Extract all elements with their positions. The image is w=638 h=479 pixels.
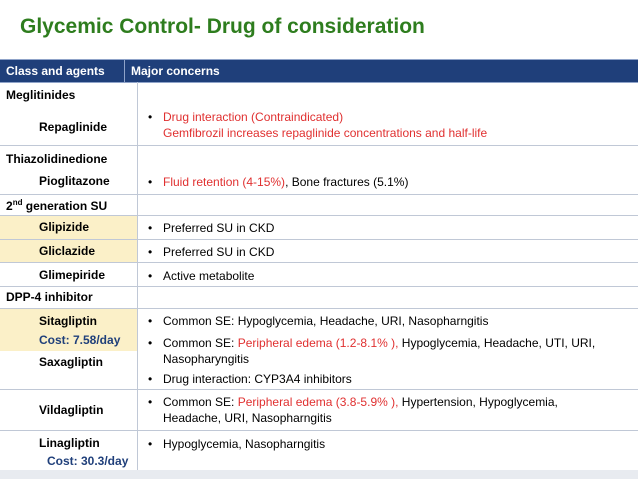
agent-glimepiride: Glimepiride [39,268,106,282]
agent-glipizide: Glipizide [39,220,90,234]
header-major-concerns: Major concerns [131,64,220,78]
bullet: • [148,110,153,124]
row-glipizide: Glipizide • Preferred SU in CKD [0,216,638,240]
row-linagliptin: Linagliptin Cost: 30.3/day • Hypoglycemia, Nasopharngitis [39,436,326,468]
row-gliclazide: Gliclazide • Preferred SU in CKD [0,240,638,263]
page-title: Glycemic Control- Drug of consideration [20,15,425,38]
cost-sitagliptin: Cost: 7.58/day [39,333,121,347]
header-divider [124,60,125,82]
group-meglitinides: Meglitinides [6,88,76,102]
group-thiazolidinedione: Thiazolidinedione [6,152,108,166]
group-2nd-generation-su: 2nd generation SU [6,198,108,213]
agent-vildagliptin: Vildagliptin [39,403,104,417]
cost-linagliptin: Cost: 30.3/day [47,454,129,468]
agent-repaglinide: Repaglinide [39,120,108,134]
agent-saxagliptin: Saxagliptin [39,355,104,369]
agent-pioglitazone: Pioglitazone [39,174,110,188]
row-sitagliptin-saxagliptin [0,367,638,390]
row-thiazolidinedione: Thiazolidinedione Pioglitazone • Fluid retention (4-15%), Bone fractures (5.1%) [0,146,638,195]
row-glimepiride: Glimepiride • Active metabolite [0,263,638,287]
footer-bar [0,470,638,479]
row-meglitinides: Meglitinides Repaglinide • Drug interaction (Contraindicated) Gemfibrozil increases repaglinide concentrations and half-life [0,82,638,146]
header-class-agents: Class and agents [6,64,105,78]
agent-sitagliptin: Sitagliptin [39,314,97,328]
group-dpp4-inhibitor: DPP-4 inhibitor [6,290,93,304]
column-divider [137,82,138,470]
row-2nd-generation-su [0,195,638,216]
row-vildagliptin: Vildagliptin • Common SE: Peripheral edema (3.8-5.9% ), Hypertension, Hypoglycemia, Headache, URI, Nasopharngitis [0,390,638,431]
table-header [0,59,638,83]
agent-linagliptin: Linagliptin [39,436,100,450]
agent-gliclazide: Gliclazide [39,244,96,258]
row-dpp4-inhibitor [0,287,638,309]
